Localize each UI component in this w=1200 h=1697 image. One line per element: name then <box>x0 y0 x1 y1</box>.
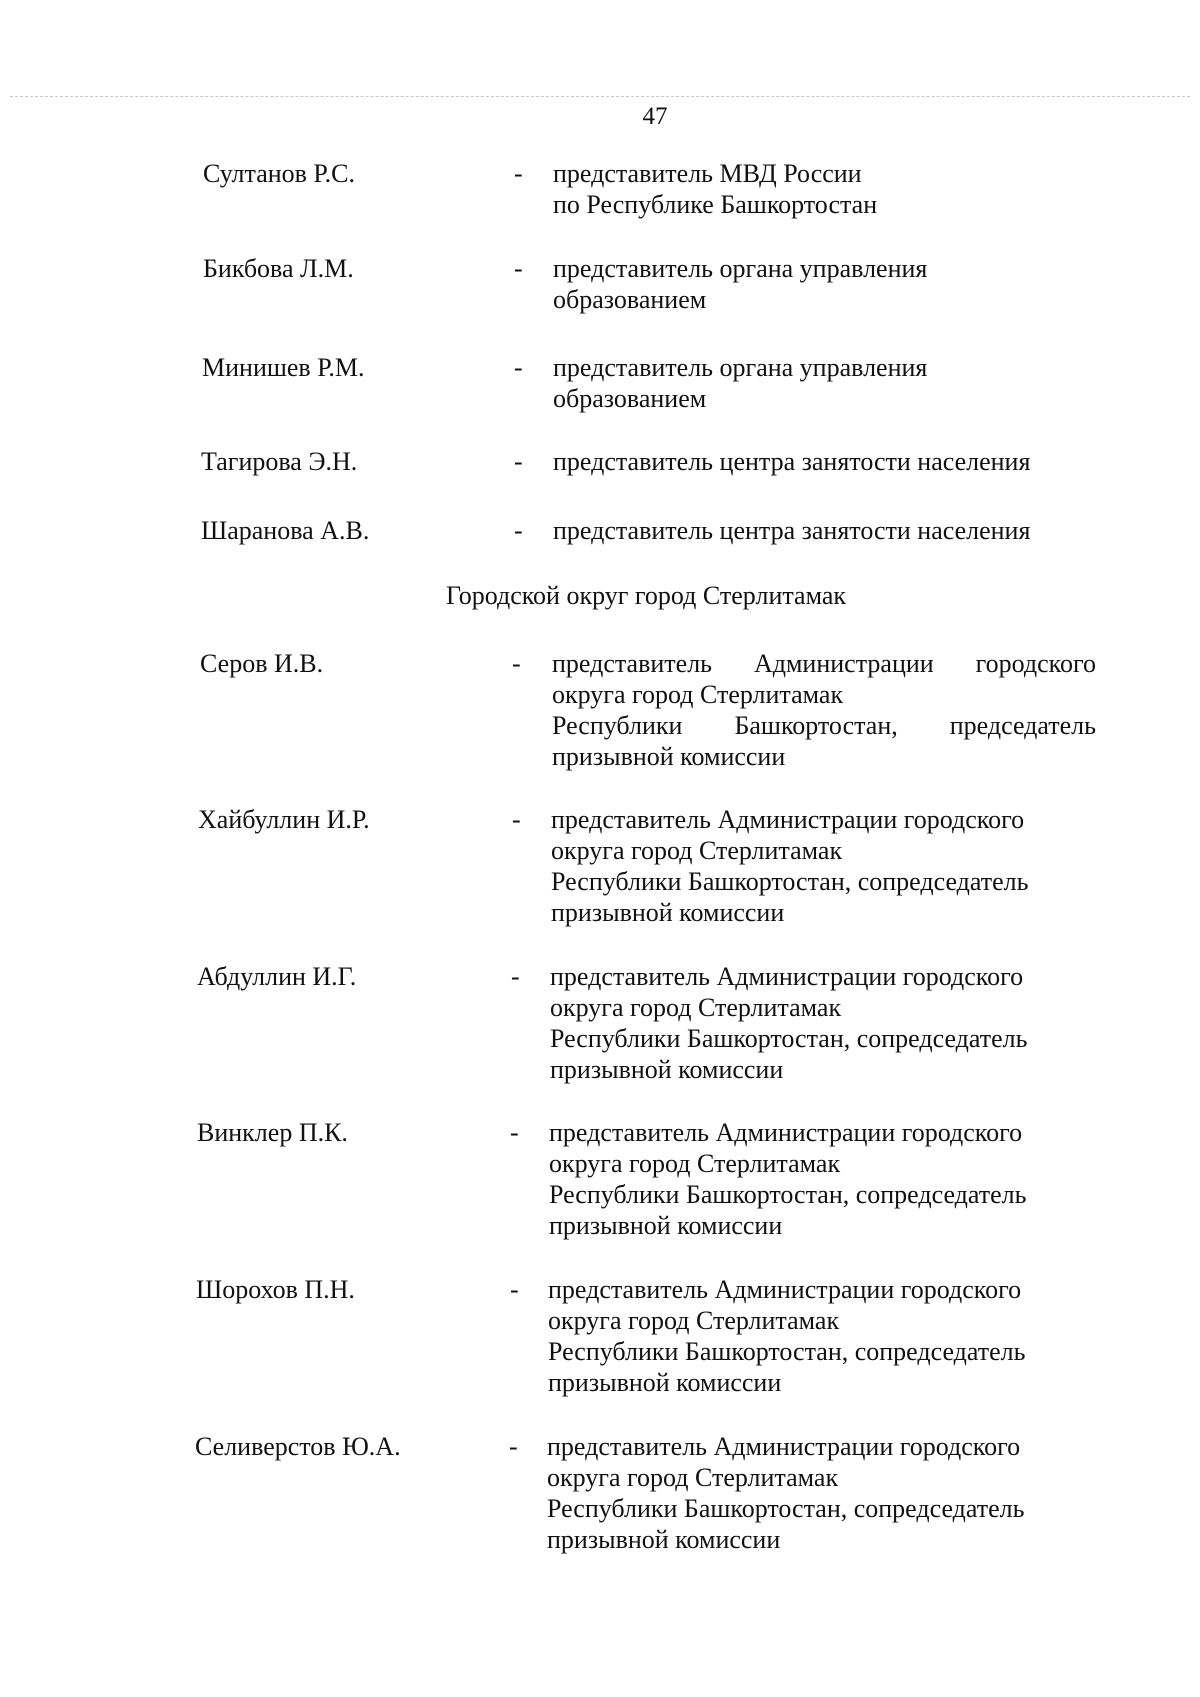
member-name: Минишев Р.М. <box>202 353 365 382</box>
scan-edge-line <box>10 96 1190 97</box>
role-line: представитель Администрации городского <box>549 1118 1023 1147</box>
role-line: округа город Стерлитамак <box>550 993 842 1022</box>
role-line: Республики Башкортостан, сопредседатель <box>550 1024 1028 1053</box>
role-line: по Республике Башкортостан <box>553 190 878 219</box>
page-number: 47 <box>642 103 668 130</box>
member-role <box>553 253 927 315</box>
member-name: Шаранова А.В. <box>201 516 370 545</box>
role-line: представитель органа управления <box>553 353 928 382</box>
member-role <box>553 352 927 414</box>
separator-dash: - <box>512 649 521 678</box>
separator-dash: - <box>514 447 523 476</box>
member-name: Шорохов П.Н. <box>196 1275 355 1304</box>
separator-dash: - <box>514 254 523 283</box>
member-role <box>553 515 1030 546</box>
separator-dash: - <box>510 1118 519 1147</box>
member-role <box>547 1431 1025 1555</box>
member-role <box>552 648 1096 772</box>
member-role <box>553 158 877 220</box>
role-line: призывной комиссии <box>552 742 786 771</box>
member-role <box>550 961 1028 1085</box>
member-role <box>549 1117 1027 1241</box>
role-line: призывной комиссии <box>550 1055 784 1084</box>
role-line: призывной комиссии <box>548 1368 782 1397</box>
role-line: представитель центра занятости населения <box>553 516 1031 545</box>
role-line: округа город Стерлитамак <box>547 1463 839 1492</box>
separator-dash: - <box>512 805 521 834</box>
role-line: Республики Башкортостан, председатель <box>552 711 1096 740</box>
member-name: Селиверстов Ю.А. <box>195 1432 401 1461</box>
role-line: Республики Башкортостан, сопредседатель <box>547 1494 1025 1523</box>
role-line: Республики Башкортостан, сопредседатель <box>551 867 1029 896</box>
member-name: Тагирова Э.Н. <box>201 447 358 476</box>
role-line: представитель Администрации городского <box>550 962 1024 991</box>
member-name: Абдуллин И.Г. <box>197 962 357 991</box>
member-name: Бикбова Л.М. <box>203 254 354 283</box>
member-name: Серов И.В. <box>200 649 324 678</box>
separator-dash: - <box>509 1432 518 1461</box>
member-name: Султанов Р.С. <box>203 159 355 188</box>
role-line: призывной комиссии <box>549 1211 783 1240</box>
role-line: представитель органа управления <box>553 254 928 283</box>
separator-dash: - <box>510 1275 519 1304</box>
role-line: представитель Администрации городского <box>552 649 1096 678</box>
role-line: представитель центра занятости населения <box>553 447 1031 476</box>
separator-dash: - <box>514 353 523 382</box>
separator-dash: - <box>514 159 523 188</box>
member-role <box>551 804 1029 928</box>
member-role <box>548 1274 1026 1398</box>
role-line: округа город Стерлитамак <box>552 680 844 709</box>
role-line: округа город Стерлитамак <box>548 1306 840 1335</box>
role-line: представитель Администрации городского <box>551 805 1025 834</box>
role-line: представитель МВД России <box>553 159 862 188</box>
role-line: представитель Администрации городского <box>548 1275 1022 1304</box>
role-line: призывной комиссии <box>547 1525 781 1554</box>
role-line: образованием <box>553 384 707 413</box>
role-line: Республики Башкортостан, сопредседатель <box>548 1337 1026 1366</box>
role-line: Республики Башкортостан, сопредседатель <box>549 1180 1027 1209</box>
role-line: округа город Стерлитамак <box>549 1149 841 1178</box>
member-name: Хайбуллин И.Р. <box>198 805 370 834</box>
role-line: округа город Стерлитамак <box>551 836 843 865</box>
member-role <box>553 446 1030 477</box>
member-name: Винклер П.К. <box>197 1118 348 1147</box>
role-line: представитель Администрации городского <box>547 1432 1021 1461</box>
separator-dash: - <box>511 962 520 991</box>
section-heading: Городской округ город Стерлитамак <box>445 581 847 610</box>
separator-dash: - <box>514 516 523 545</box>
role-line: образованием <box>553 285 707 314</box>
role-line: призывной комиссии <box>551 898 785 927</box>
